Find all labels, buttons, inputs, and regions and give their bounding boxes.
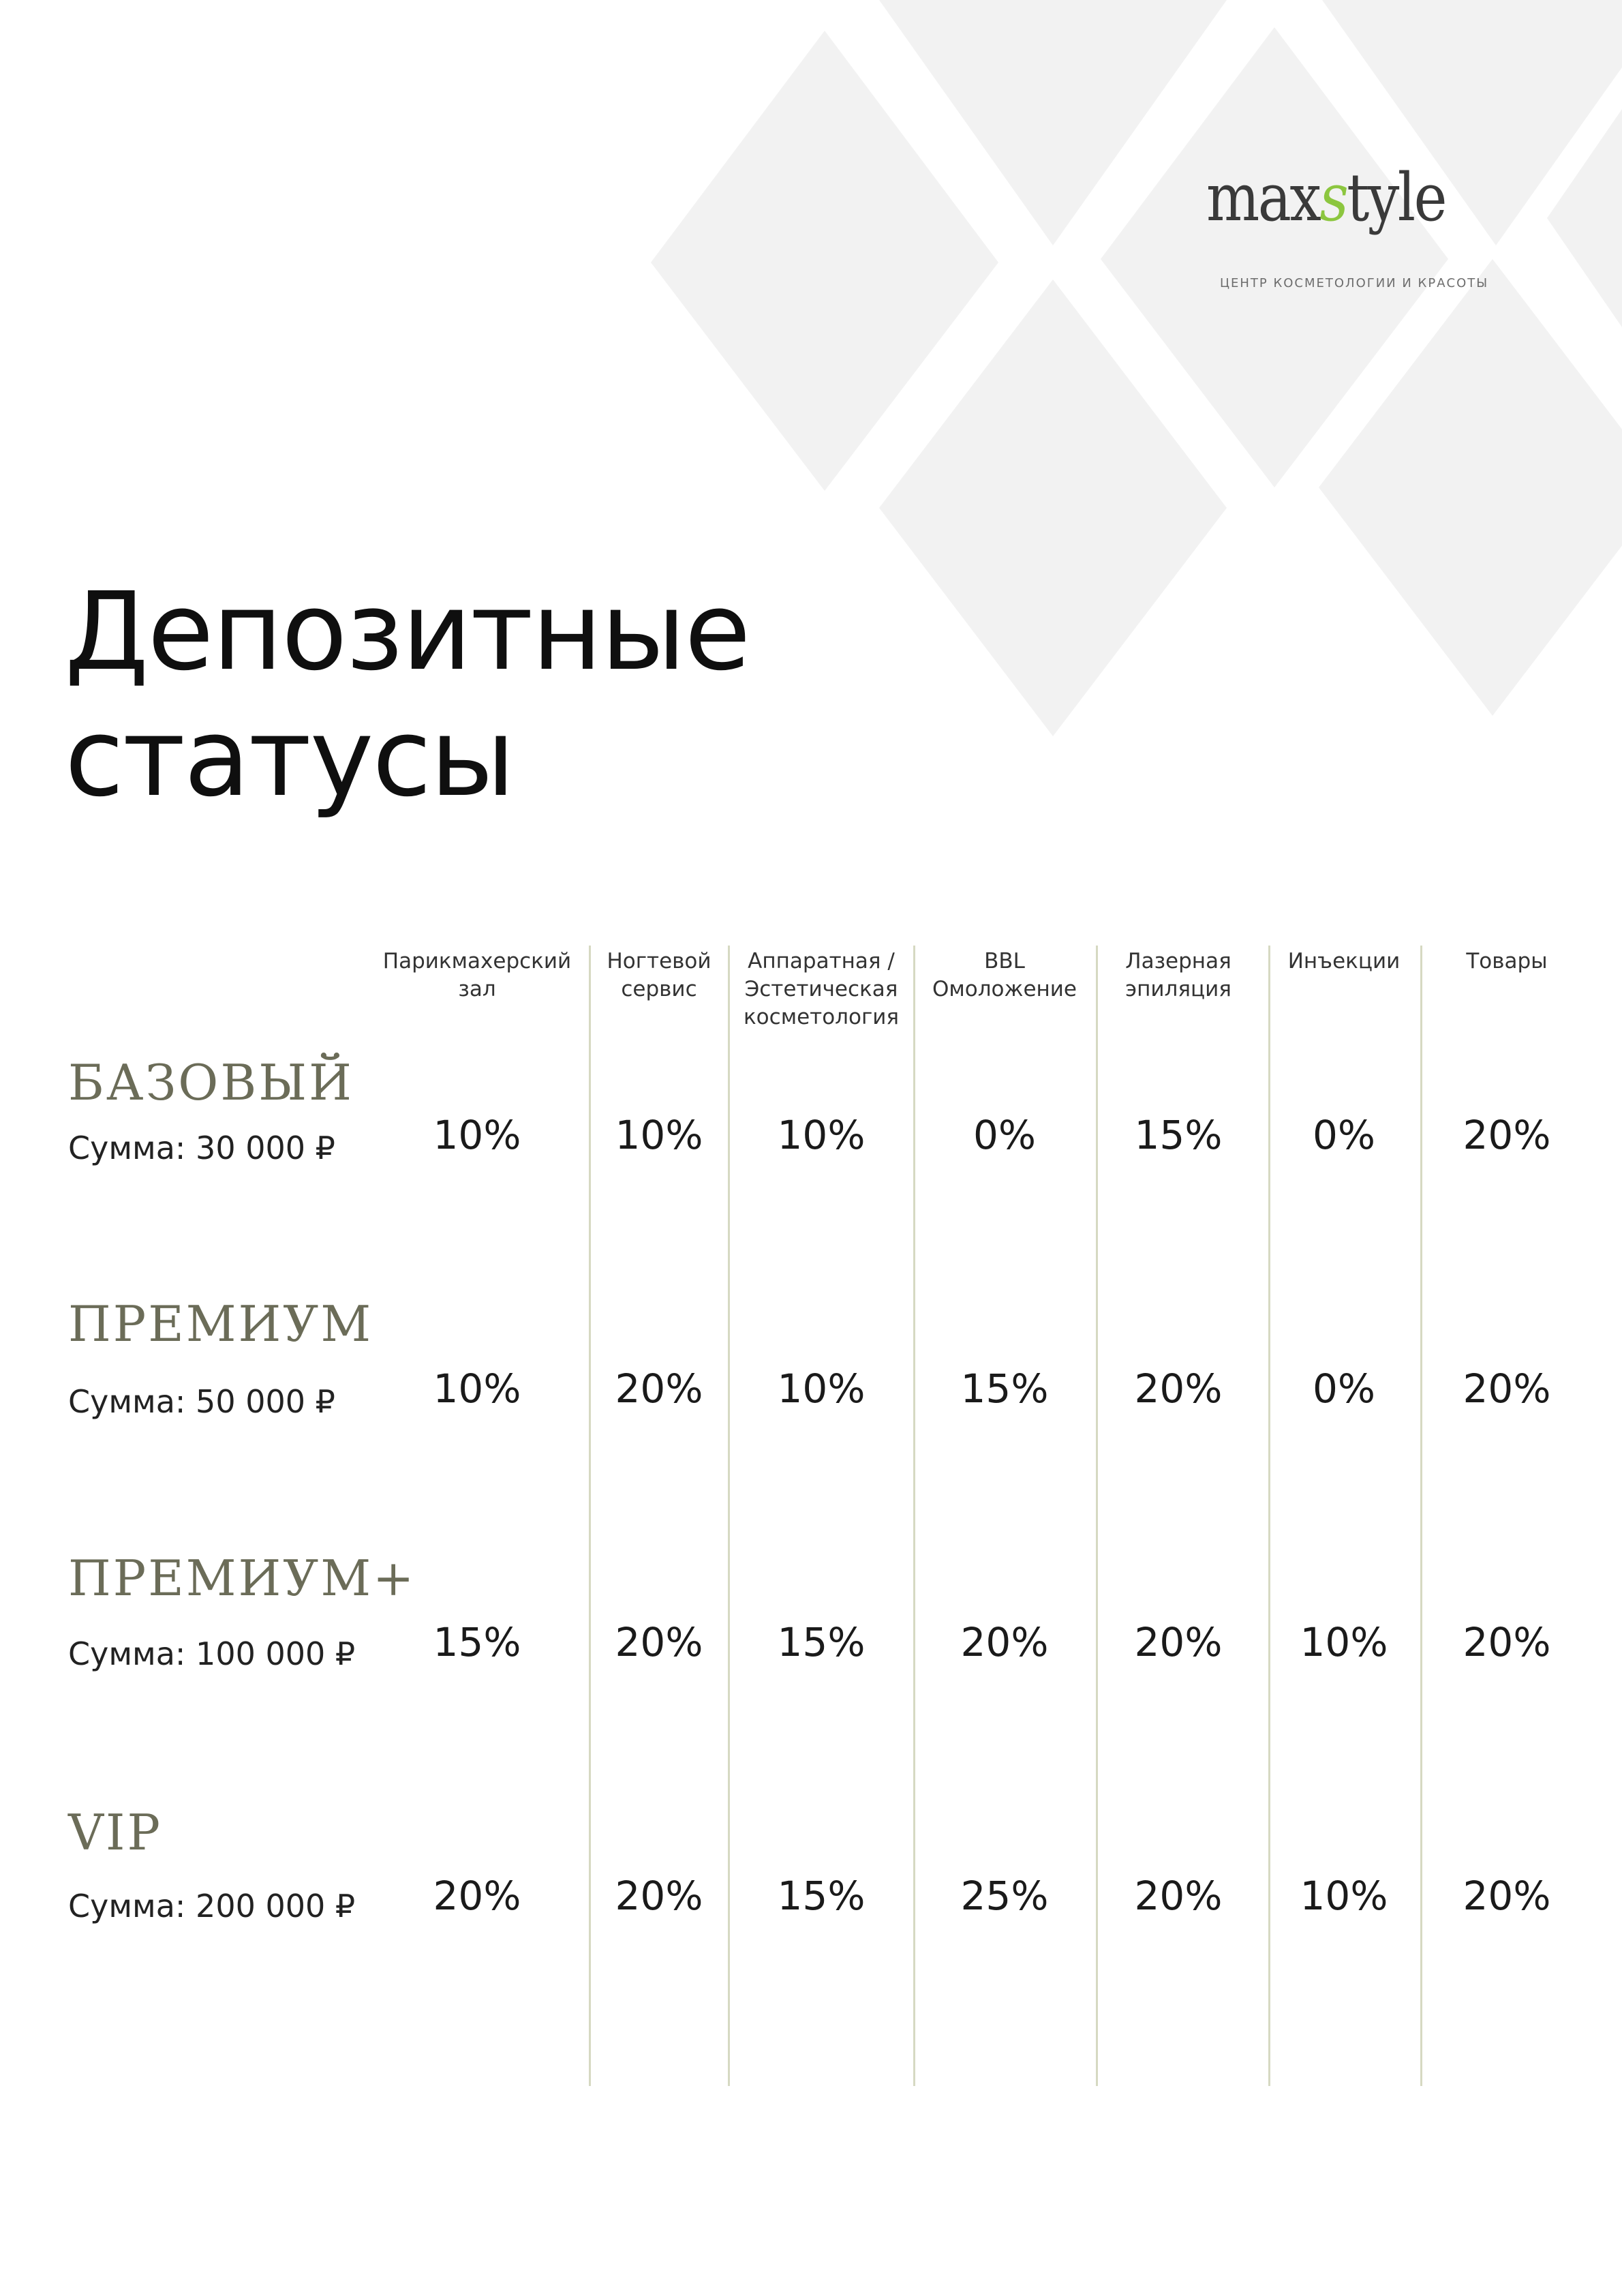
column-header-hair-salon <box>382 948 572 1003</box>
logo-wordmark <box>1206 153 1445 242</box>
discount-cell: 20% <box>1463 1365 1551 1412</box>
column-header-line: эпиляция <box>1125 977 1231 1001</box>
discount-cell: 10% <box>433 1112 521 1158</box>
logo-wordmark-s: s <box>1319 160 1347 236</box>
discount-cell: 20% <box>960 1619 1049 1665</box>
discount-cell: 10% <box>615 1112 703 1158</box>
discount-cell: 20% <box>1134 1873 1223 1919</box>
discount-cell: 20% <box>1463 1112 1551 1158</box>
column-header-line: Ногтевой <box>607 949 711 973</box>
logo-wordmark-end: tyle <box>1347 160 1445 236</box>
page-title-line-2: статусы <box>65 695 514 821</box>
discount-cell: 0% <box>973 1112 1036 1158</box>
tier-amount-premium: Сумма: 50 000 ₽ <box>68 1383 335 1420</box>
column-header-laser-epilation <box>1083 948 1274 1003</box>
tier-name-basic: БАЗОВЫЙ <box>68 1054 354 1111</box>
discount-cell: 20% <box>1134 1619 1223 1665</box>
column-header-line: зал <box>458 977 496 1001</box>
logo-tagline: ЦЕНТР КОСМЕТОЛОГИИ И КРАСОТЫ <box>1220 276 1489 290</box>
tier-name-premium-plus: ПРЕМИУМ+ <box>68 1550 416 1607</box>
logo-wordmark-start: max <box>1206 160 1320 236</box>
tier-amount-vip: Сумма: 200 000 ₽ <box>68 1888 356 1924</box>
column-header-line: косметология <box>743 1005 900 1029</box>
discount-cell: 0% <box>1312 1365 1375 1412</box>
discount-cell: 10% <box>777 1112 866 1158</box>
discount-cell: 20% <box>1134 1365 1223 1412</box>
tier-amount-basic: Сумма: 30 000 ₽ <box>68 1130 335 1166</box>
discount-cell: 10% <box>777 1365 866 1412</box>
discount-cell: 10% <box>1300 1873 1388 1919</box>
column-header-line: Товары <box>1466 949 1548 973</box>
tier-name-vip: VIP <box>68 1804 162 1861</box>
discount-cell: 20% <box>1463 1619 1551 1665</box>
page-title <box>65 569 883 821</box>
discount-cell: 0% <box>1312 1112 1375 1158</box>
discount-cell: 20% <box>615 1619 703 1665</box>
column-header-goods <box>1411 948 1602 976</box>
column-header-line: сервис <box>621 977 697 1001</box>
column-header-injections <box>1249 948 1439 976</box>
column-header-line: Омоложение <box>932 977 1077 1001</box>
discount-cell: 15% <box>960 1365 1049 1412</box>
discount-cell: 25% <box>960 1873 1049 1919</box>
column-header-line: Лазерная <box>1125 949 1231 973</box>
discount-cell: 20% <box>1463 1873 1551 1919</box>
tier-name-premium: ПРЕМИУМ <box>68 1295 373 1353</box>
tier-amount-premium-plus: Сумма: 100 000 ₽ <box>68 1635 356 1672</box>
page-title-line-1: Депозитные <box>65 569 750 695</box>
column-divider <box>913 946 915 2086</box>
discount-cell: 20% <box>615 1365 703 1412</box>
discount-cell: 20% <box>615 1873 703 1919</box>
discount-cell: 15% <box>777 1619 866 1665</box>
column-header-line: Аппаратная / <box>748 949 895 973</box>
column-header-line: BBL <box>984 949 1025 973</box>
discount-cell: 20% <box>433 1873 521 1919</box>
column-header-cosmetology <box>726 948 917 1031</box>
brand-logo <box>1206 153 1493 297</box>
discount-cell: 15% <box>1134 1112 1223 1158</box>
column-header-line: Инъекции <box>1287 949 1401 973</box>
column-header-line: Парикмахерский <box>382 949 572 973</box>
discount-cell: 10% <box>1300 1619 1388 1665</box>
column-header-bbl <box>909 948 1100 1003</box>
discount-cell: 15% <box>433 1619 521 1665</box>
discount-cell: 10% <box>433 1365 521 1412</box>
discount-cell: 15% <box>777 1873 866 1919</box>
column-header-line: Эстетическая <box>744 977 898 1001</box>
